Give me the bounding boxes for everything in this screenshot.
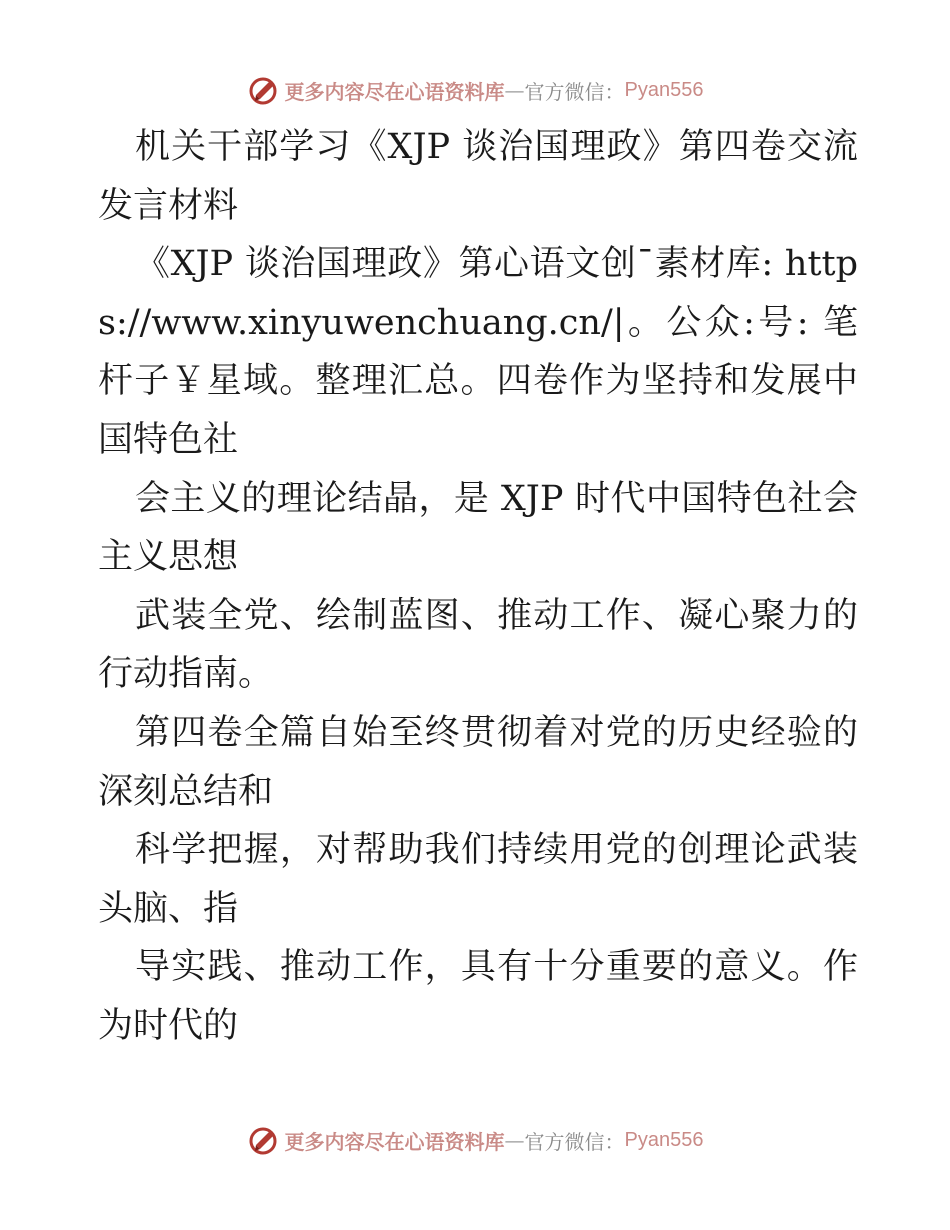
watermark-dash: — bbox=[504, 1128, 525, 1152]
paragraph-title: 机关干部学习《XJP 谈治国理政》第四卷交流发言材料 bbox=[98, 127, 858, 226]
watermark-text: 更多内容尽在心语资料库 bbox=[284, 79, 505, 104]
header-watermark bbox=[0, 70, 950, 110]
document-body bbox=[98, 118, 858, 1056]
paragraph: 导实践、推动工作，具有十分重要的意义。作为时代的 bbox=[98, 947, 858, 1046]
pen-seal-icon bbox=[247, 73, 281, 107]
footer-watermark bbox=[0, 1120, 950, 1160]
pen-seal-icon bbox=[247, 1123, 281, 1157]
watermark-wechat-id: Pyan556 bbox=[624, 78, 704, 101]
paragraph: 第四卷全篇自始至终贯彻着对党的历史经验的深刻总结和 bbox=[98, 712, 858, 812]
watermark-official-label: 官方微信： bbox=[524, 1129, 625, 1154]
paragraph: 武装全党、绘制蓝图、推动工作、凝心聚力的行动指南。 bbox=[98, 595, 858, 695]
watermark-official-label: 官方微信： bbox=[524, 79, 625, 104]
watermark-wechat-id: Pyan556 bbox=[624, 1128, 704, 1151]
paragraph: 科学把握，对帮助我们持续用党的创理论武装头脑、指 bbox=[98, 830, 858, 929]
paragraph: 《XJP 谈治国理政》第心语文创¯素材库: https://www.xinyuwenchuang.cn/|。公众:号: 笔杆子￥星域。整理汇总。四卷作为坚持和发展中国特色社 bbox=[98, 244, 858, 460]
watermark-dash: — bbox=[504, 78, 525, 102]
paragraph: 会主义的理论结晶，是 XJP 时代中国特色社会主义思想 bbox=[98, 478, 858, 578]
watermark-text: 更多内容尽在心语资料库 bbox=[284, 1129, 505, 1154]
